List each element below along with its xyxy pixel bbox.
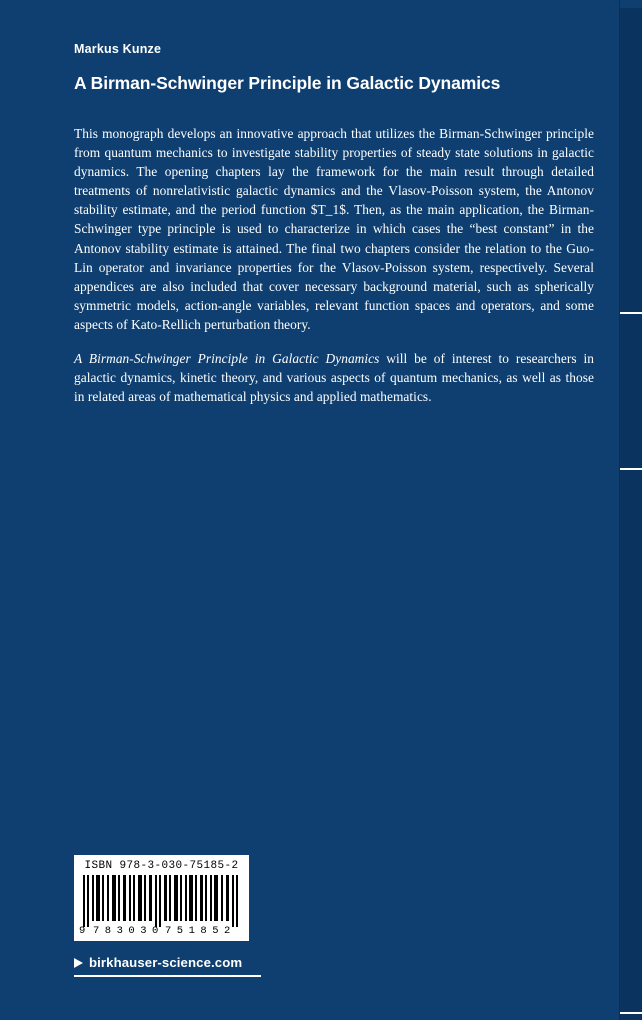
triangle-icon xyxy=(74,958,83,968)
barcode-bars xyxy=(83,875,240,927)
description-paragraph-2-rest: will be of interest to researchers in galactic dynamics, kinetic theory, and various aspects of quantum mechanics, as well as those in related areas of mathematical physics and applied mathematics. xyxy=(74,351,594,405)
spine-segment-top xyxy=(620,0,642,8)
barcode-digit-left: 9 xyxy=(79,925,86,937)
description-paragraph-1: This monograph develops an innovative approach that utilizes the Birman-Schwinger principle from quantum mechanics to investigate stability properties of steady state solutions in galactic dynamics. The opening chapters lay the framework for the main result through detailed treatments of nonrelativistic galactic dynamics and the Vlasov-Poisson system, the Antonov stability estimate, and the period function $T_1$. Then, as the main application, the Birman-Schwinger type principle is used to characterize in which cases the “best constant” in the Antonov stability estimate is attained. The final two chapters consider the relation to the Guo-Lin operator and invariance properties for the Vlasov-Poisson system, respectively. Several appendices are also included that cover necessary background material, such as spherically symmetric models, action-angle variables, relevant function spaces and operators, and some aspects of Kato-Rellich perturbation theory. xyxy=(74,126,594,332)
description-paragraph-2 xyxy=(74,349,594,406)
description-title-italic: A Birman-Schwinger Principle in Galactic Dynamics xyxy=(74,351,380,367)
publisher-underline xyxy=(74,975,261,977)
barcode xyxy=(74,855,249,941)
author-name: Markus Kunze xyxy=(74,42,162,56)
barcode-digit-group-2: 751852 xyxy=(165,925,236,937)
cover-content xyxy=(74,0,594,406)
spine-divider-3 xyxy=(620,1012,642,1014)
spine-divider-1 xyxy=(620,312,642,314)
publisher-link[interactable] xyxy=(74,955,242,970)
isbn-label: ISBN 978-3-030-75185-2 xyxy=(84,860,239,872)
spine-divider-2 xyxy=(620,468,642,470)
book-title: A Birman-Schwinger Principle in Galactic Dynamics xyxy=(74,73,501,93)
publisher-name: birkhauser-science.com xyxy=(89,955,243,970)
barcode-digit-group-1: 783030 xyxy=(93,925,164,937)
barcode-digits xyxy=(79,927,244,939)
spine-strip xyxy=(619,0,642,1020)
